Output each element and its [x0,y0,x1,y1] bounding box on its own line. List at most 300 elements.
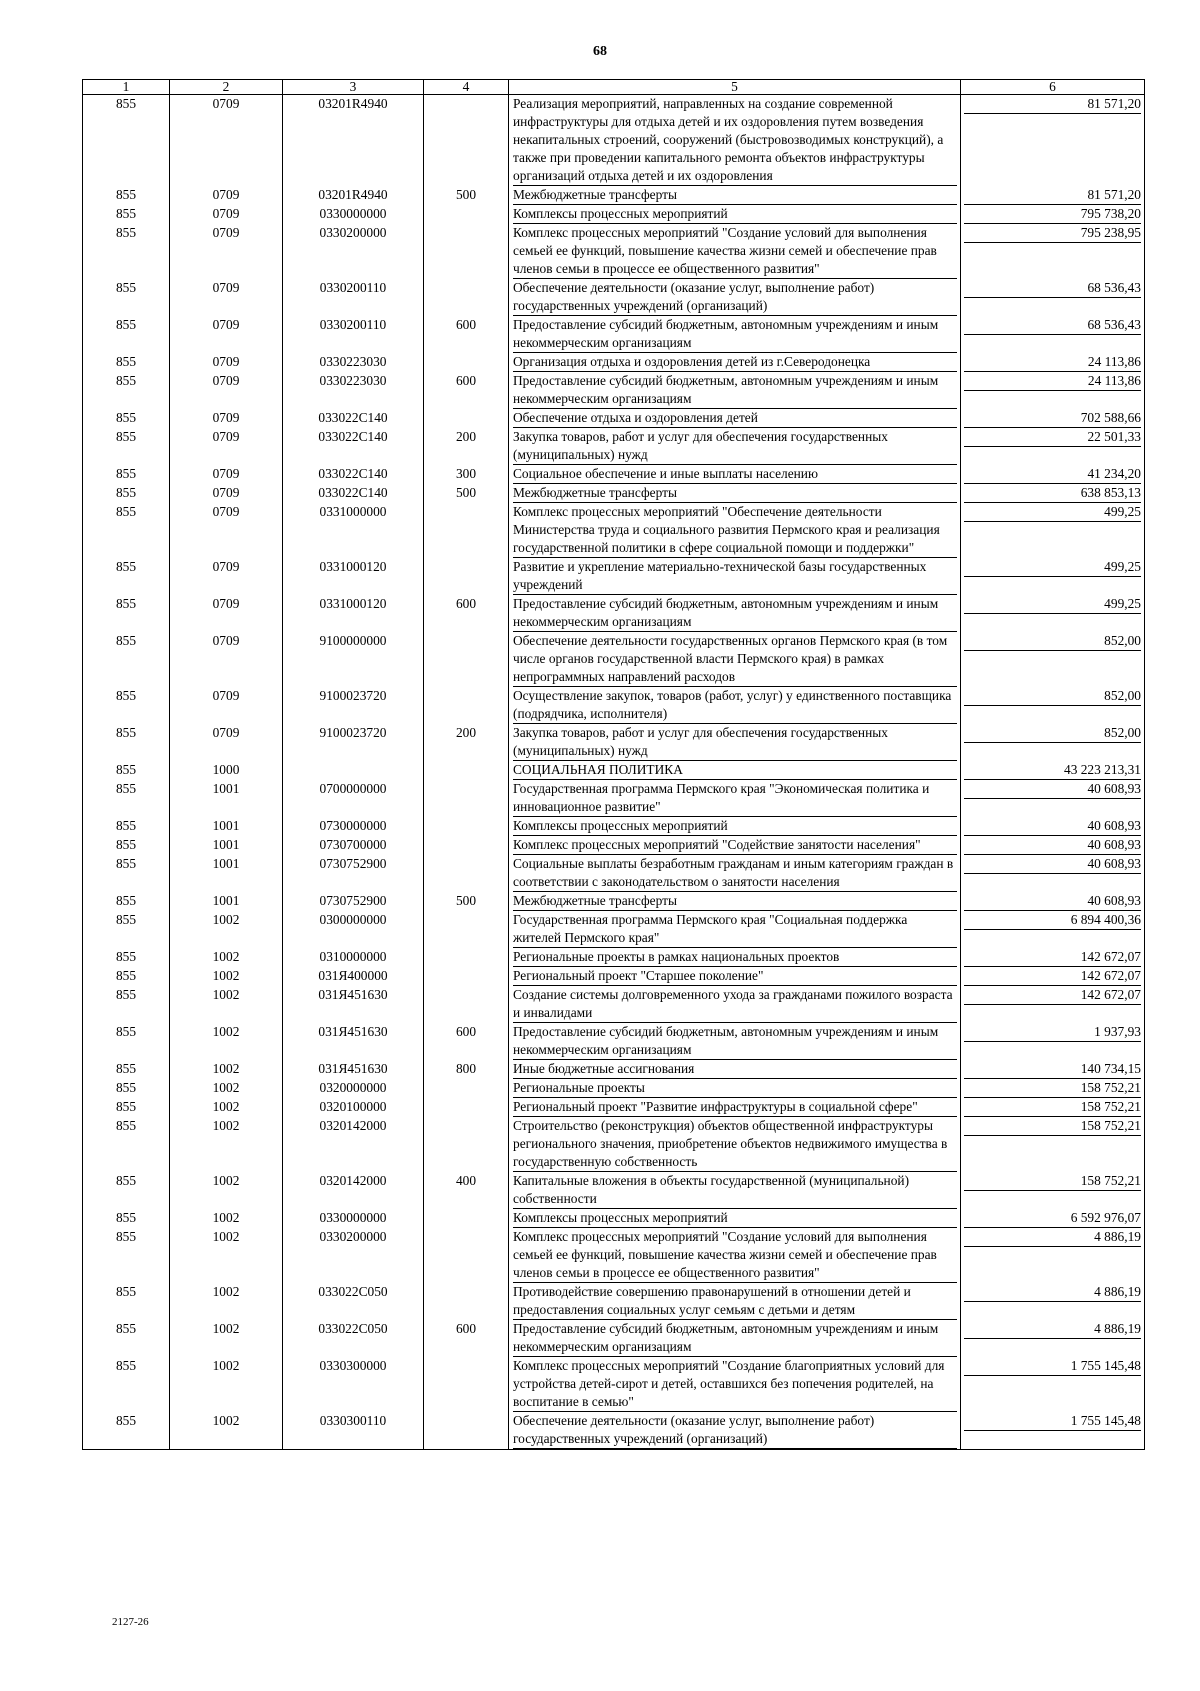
cell-amount-text: 158 752,21 [964,1172,1141,1191]
cell-section-code: 1002 [170,948,283,967]
cell-amount-text: 158 752,21 [964,1117,1141,1136]
cell-expense-type [424,1283,509,1320]
cell-description-text: Государственная программа Пермского края "Социальная поддержка жителей Пермского края" [513,911,957,948]
table-body [83,95,1145,1450]
cell-description [509,503,961,558]
cell-target-code: 0330200000 [283,224,424,279]
table-row [83,279,1145,316]
cell-expense-type [424,205,509,224]
table-row [83,1117,1145,1172]
cell-expense-type [424,409,509,428]
cell-amount-text: 22 501,33 [964,428,1141,447]
cell-ministry-code: 855 [83,724,170,761]
cell-amount [961,372,1145,409]
cell-amount [961,1228,1145,1283]
header-col-1: 1 [83,80,170,95]
table-row [83,1098,1145,1117]
table-row [83,761,1145,780]
cell-amount-text: 4 886,19 [964,1283,1141,1302]
header-col-4: 4 [424,80,509,95]
cell-section-code: 0709 [170,353,283,372]
table-row [83,503,1145,558]
table-row [83,372,1145,409]
cell-section-code: 0709 [170,724,283,761]
cell-section-code: 1002 [170,1060,283,1079]
cell-amount [961,186,1145,205]
cell-amount [961,836,1145,855]
table-row [83,1228,1145,1283]
cell-section-code: 0709 [170,186,283,205]
cell-amount [961,428,1145,465]
cell-amount [961,1357,1145,1412]
cell-ministry-code: 855 [83,503,170,558]
cell-amount-text: 852,00 [964,724,1141,743]
cell-expense-type: 600 [424,316,509,353]
cell-target-code: 9100000000 [283,632,424,687]
cell-section-code: 1002 [170,1357,283,1412]
cell-expense-type [424,1098,509,1117]
cell-section-code: 1002 [170,1098,283,1117]
table-row [83,724,1145,761]
cell-ministry-code: 855 [83,353,170,372]
cell-section-code: 1002 [170,1283,283,1320]
cell-target-code: 0330223030 [283,372,424,409]
cell-expense-type: 600 [424,595,509,632]
cell-target-code: 0330200110 [283,316,424,353]
cell-expense-type: 600 [424,372,509,409]
cell-expense-type [424,911,509,948]
cell-description [509,95,961,187]
cell-description-text: Социальное обеспечение и иные выплаты населению [513,465,957,484]
cell-ministry-code: 855 [83,1060,170,1079]
header-col-2: 2 [170,80,283,95]
cell-description [509,1060,961,1079]
cell-description [509,372,961,409]
cell-ministry-code: 855 [83,1357,170,1412]
cell-description [509,224,961,279]
cell-expense-type [424,95,509,187]
cell-description [509,353,961,372]
cell-description [509,1209,961,1228]
cell-section-code: 0709 [170,409,283,428]
cell-description-text: Предоставление субсидий бюджетным, автономным учреждениям и иным некоммерческим организациям [513,1320,957,1357]
header-col-3: 3 [283,80,424,95]
cell-description [509,484,961,503]
table-row [83,892,1145,911]
cell-target-code: 0330200000 [283,1228,424,1283]
cell-expense-type [424,1079,509,1098]
cell-section-code: 0709 [170,595,283,632]
cell-expense-type [424,632,509,687]
cell-section-code: 1002 [170,1228,283,1283]
cell-ministry-code: 855 [83,1172,170,1209]
cell-description-text: Региональный проект "Развитие инфраструктуры в социальной сфере" [513,1098,957,1117]
table-row [83,484,1145,503]
cell-description [509,911,961,948]
cell-ministry-code: 855 [83,780,170,817]
cell-description-text: Капитальные вложения в объекты государственной (муниципальной) собственности [513,1172,957,1209]
cell-description [509,595,961,632]
cell-description-text: Межбюджетные трансферты [513,186,957,205]
cell-target-code: 0700000000 [283,780,424,817]
cell-ministry-code: 855 [83,484,170,503]
table-row [83,836,1145,855]
cell-amount-text: 852,00 [964,687,1141,706]
cell-section-code: 1002 [170,1320,283,1357]
cell-target-code: 0330200110 [283,279,424,316]
cell-target-code: 033022С140 [283,484,424,503]
cell-section-code: 0709 [170,503,283,558]
cell-description [509,986,961,1023]
cell-expense-type: 200 [424,724,509,761]
table-row [83,687,1145,724]
cell-amount-text: 795 238,95 [964,224,1141,243]
cell-description-text: Государственная программа Пермского края "Экономическая политика и инновационное развитие" [513,780,957,817]
cell-amount [961,595,1145,632]
cell-description-text: Развитие и укрепление материально-технической базы государственных учреждений [513,558,957,595]
cell-target-code: 0330300110 [283,1412,424,1450]
cell-amount-text: 158 752,21 [964,1079,1141,1098]
cell-description-text: Предоставление субсидий бюджетным, автономным учреждениям и иным некоммерческим организациям [513,316,957,353]
cell-amount-text: 40 608,93 [964,836,1141,855]
cell-ministry-code: 855 [83,817,170,836]
cell-description-text: Межбюджетные трансферты [513,892,957,911]
cell-target-code: 0331000000 [283,503,424,558]
cell-target-code: 0730752900 [283,855,424,892]
cell-section-code: 0709 [170,687,283,724]
table-row [83,205,1145,224]
cell-description-text: Социальные выплаты безработным гражданам и иным категориям граждан в соответствии с законодательством о занятости населения [513,855,957,892]
table-row [83,1172,1145,1209]
cell-description [509,186,961,205]
cell-description-text: Иные бюджетные ассигнования [513,1060,957,1079]
cell-ministry-code: 855 [83,1098,170,1117]
cell-target-code: 031Я400000 [283,967,424,986]
table-row [83,948,1145,967]
cell-description-text: Предоставление субсидий бюджетным, автономным учреждениям и иным некоммерческим организациям [513,1023,957,1060]
cell-description [509,316,961,353]
cell-target-code: 0320142000 [283,1117,424,1172]
cell-amount-text: 43 223 213,31 [964,761,1141,780]
cell-expense-type: 500 [424,186,509,205]
cell-ministry-code: 855 [83,687,170,724]
cell-target-code: 033022С050 [283,1283,424,1320]
cell-target-code: 031Я451630 [283,1060,424,1079]
cell-amount-text: 68 536,43 [964,316,1141,335]
cell-amount [961,484,1145,503]
cell-amount-text: 142 672,07 [964,948,1141,967]
cell-description-text: Осуществление закупок, товаров (работ, услуг) у единственного поставщика (подрядчика, исполнителя) [513,687,957,724]
cell-section-code: 1002 [170,986,283,1023]
cell-ministry-code: 855 [83,409,170,428]
cell-amount [961,316,1145,353]
cell-amount [961,817,1145,836]
cell-description-text: Организация отдыха и оздоровления детей из г.Северодонецка [513,353,957,372]
cell-description [509,428,961,465]
cell-target-code: 033022С050 [283,1320,424,1357]
cell-amount-text: 638 853,13 [964,484,1141,503]
cell-amount [961,1060,1145,1079]
cell-section-code: 1002 [170,1079,283,1098]
cell-amount [961,205,1145,224]
cell-amount [961,558,1145,595]
cell-amount [961,986,1145,1023]
cell-section-code: 1001 [170,780,283,817]
cell-ministry-code: 855 [83,279,170,316]
cell-description [509,1357,961,1412]
cell-section-code: 0709 [170,224,283,279]
cell-target-code: 033022С140 [283,465,424,484]
cell-expense-type [424,558,509,595]
cell-description-text: Региональные проекты в рамках национальных проектов [513,948,957,967]
cell-target-code: 0330000000 [283,1209,424,1228]
cell-amount-text: 41 234,20 [964,465,1141,484]
cell-amount [961,1320,1145,1357]
cell-expense-type [424,761,509,780]
cell-expense-type [424,986,509,1023]
cell-amount-text: 1 755 145,48 [964,1357,1141,1376]
cell-expense-type: 500 [424,892,509,911]
cell-target-code: 0331000120 [283,595,424,632]
cell-amount [961,632,1145,687]
cell-section-code: 0709 [170,428,283,465]
cell-target-code: 0330223030 [283,353,424,372]
cell-description-text: Комплексы процессных мероприятий [513,205,957,224]
cell-amount-text: 40 608,93 [964,817,1141,836]
cell-section-code: 0709 [170,558,283,595]
cell-amount [961,1412,1145,1450]
cell-description-text: Закупка товаров, работ и услуг для обеспечения государственных (муниципальных) нужд [513,428,957,465]
cell-ministry-code: 855 [83,372,170,409]
cell-amount [961,724,1145,761]
cell-target-code: 0320100000 [283,1098,424,1117]
table-row [83,1283,1145,1320]
cell-target-code: 033022С140 [283,409,424,428]
cell-ministry-code: 855 [83,205,170,224]
cell-target-code: 0320000000 [283,1079,424,1098]
cell-description-text: Обеспечение деятельности (оказание услуг, выполнение работ) государственных учреждений (организаций) [513,279,957,316]
cell-description-text: Региональные проекты [513,1079,957,1098]
cell-ministry-code: 855 [83,186,170,205]
cell-expense-type [424,948,509,967]
cell-description [509,1172,961,1209]
cell-section-code: 1002 [170,911,283,948]
cell-expense-type [424,855,509,892]
cell-description [509,1117,961,1172]
budget-table [82,79,1145,1450]
cell-amount-text: 1 755 145,48 [964,1412,1141,1431]
table-row [83,817,1145,836]
cell-description [509,558,961,595]
cell-amount [961,465,1145,484]
cell-amount-text: 6 592 976,07 [964,1209,1141,1228]
cell-ministry-code: 855 [83,1412,170,1450]
cell-target-code: 0730700000 [283,836,424,855]
cell-amount-text: 1 937,93 [964,1023,1141,1042]
cell-expense-type: 600 [424,1320,509,1357]
cell-target-code: 03201R4940 [283,95,424,187]
cell-section-code: 1000 [170,761,283,780]
table-row [83,967,1145,986]
cell-amount [961,1098,1145,1117]
cell-ministry-code: 855 [83,892,170,911]
cell-target-code: 0320142000 [283,1172,424,1209]
table-row [83,1060,1145,1079]
cell-description [509,1283,961,1320]
cell-expense-type [424,967,509,986]
cell-target-code: 0331000120 [283,558,424,595]
table-row [83,409,1145,428]
cell-target-code: 0730000000 [283,817,424,836]
cell-amount [961,1079,1145,1098]
cell-amount-text: 24 113,86 [964,372,1141,391]
cell-ministry-code: 855 [83,1117,170,1172]
cell-description-text: Строительство (реконструкция) объектов общественной инфраструктуры регионального значения, приобретение объектов недвижимого имущества в государственную собственность [513,1117,957,1172]
cell-description [509,1098,961,1117]
cell-expense-type [424,1117,509,1172]
cell-amount-text: 795 738,20 [964,205,1141,224]
table-row [83,1079,1145,1098]
cell-description [509,1412,961,1450]
cell-target-code [283,761,424,780]
cell-expense-type: 600 [424,1023,509,1060]
cell-target-code: 033022С140 [283,428,424,465]
cell-target-code: 0730752900 [283,892,424,911]
cell-description-text: Комплекс процессных мероприятий "Создание условий для выполнения семьей ее функций, повышение качества жизни семей и обеспечение прав членов семьи в процессе ее общественного развития" [513,1228,957,1283]
cell-amount-text: 499,25 [964,595,1141,614]
header-col-6: 6 [961,80,1145,95]
cell-expense-type [424,1228,509,1283]
cell-expense-type: 500 [424,484,509,503]
table-row [83,1357,1145,1412]
cell-amount-text: 4 886,19 [964,1228,1141,1247]
cell-amount-text: 24 113,86 [964,353,1141,372]
cell-description [509,780,961,817]
cell-description-text: Обеспечение отдыха и оздоровления детей [513,409,957,428]
cell-ministry-code: 855 [83,224,170,279]
cell-amount [961,279,1145,316]
table-row [83,224,1145,279]
cell-amount-text: 142 672,07 [964,986,1141,1005]
cell-target-code: 031Я451630 [283,1023,424,1060]
cell-expense-type [424,780,509,817]
cell-expense-type [424,353,509,372]
page-number: 68 [593,44,607,59]
cell-description [509,836,961,855]
cell-ministry-code: 855 [83,836,170,855]
cell-description-text: СОЦИАЛЬНАЯ ПОЛИТИКА [513,761,957,780]
cell-section-code: 1002 [170,1209,283,1228]
cell-expense-type [424,1209,509,1228]
cell-description-text: Комплексы процессных мероприятий [513,817,957,836]
cell-expense-type [424,503,509,558]
cell-section-code: 0709 [170,465,283,484]
cell-amount [961,892,1145,911]
cell-target-code: 0330300000 [283,1357,424,1412]
cell-ministry-code: 855 [83,595,170,632]
cell-expense-type: 300 [424,465,509,484]
cell-description-text: Комплекс процессных мероприятий "Содействие занятости населения" [513,836,957,855]
cell-ministry-code: 855 [83,1079,170,1098]
cell-expense-type [424,836,509,855]
cell-description [509,761,961,780]
cell-amount-text: 158 752,21 [964,1098,1141,1117]
cell-description-text: Региональный проект "Старшее поколение" [513,967,957,986]
cell-expense-type: 800 [424,1060,509,1079]
cell-description [509,687,961,724]
table-row [83,1023,1145,1060]
cell-expense-type [424,817,509,836]
cell-description [509,1079,961,1098]
cell-amount-text: 499,25 [964,503,1141,522]
cell-section-code: 1001 [170,817,283,836]
cell-ministry-code: 855 [83,948,170,967]
header-col-5: 5 [509,80,961,95]
cell-section-code: 1002 [170,1172,283,1209]
cell-target-code: 0330000000 [283,205,424,224]
cell-description-text: Обеспечение деятельности (оказание услуг, выполнение работ) государственных учреждений (организаций) [513,1412,957,1449]
cell-amount-text: 40 608,93 [964,780,1141,799]
cell-amount [961,1023,1145,1060]
cell-description-text: Обеспечение деятельности государственных органов Пермского края (в том числе органов государственной власти Пермского края) в рамках непрограммных направлений расходов [513,632,957,687]
cell-description [509,279,961,316]
cell-section-code: 0709 [170,372,283,409]
cell-description [509,855,961,892]
cell-ministry-code: 855 [83,761,170,780]
cell-section-code: 1001 [170,892,283,911]
cell-description-text: Комплексы процессных мероприятий [513,1209,957,1228]
cell-amount [961,224,1145,279]
cell-amount [961,1172,1145,1209]
cell-amount [961,761,1145,780]
cell-amount-text: 4 886,19 [964,1320,1141,1339]
cell-section-code: 1002 [170,1412,283,1450]
cell-description [509,409,961,428]
cell-description-text: Противодействие совершению правонарушений в отношении детей и предоставления социальных услуг семьям с детьми и детям [513,1283,957,1320]
header-row [83,80,1145,95]
cell-target-code: 0300000000 [283,911,424,948]
cell-amount-text: 68 536,43 [964,279,1141,298]
cell-section-code: 1002 [170,1023,283,1060]
cell-description [509,465,961,484]
cell-description-text: Межбюджетные трансферты [513,484,957,503]
cell-description [509,1023,961,1060]
cell-section-code: 1002 [170,967,283,986]
cell-target-code: 0310000000 [283,948,424,967]
footer-code: 2127-26 [112,1616,149,1628]
cell-description-text: Создание системы долговременного ухода за гражданами пожилого возраста и инвалидами [513,986,957,1023]
table-row [83,558,1145,595]
cell-description-text: Комплекс процессных мероприятий "Создание условий для выполнения семьей ее функций, повышение качества жизни семей и обеспечение прав членов семьи в процессе ее общественного развития" [513,224,957,279]
cell-section-code: 0709 [170,484,283,503]
cell-ministry-code: 855 [83,911,170,948]
cell-amount [961,409,1145,428]
cell-description [509,632,961,687]
cell-amount-text: 81 571,20 [964,186,1141,205]
cell-target-code: 9100023720 [283,724,424,761]
cell-amount-text: 40 608,93 [964,855,1141,874]
cell-description [509,948,961,967]
table-row [83,316,1145,353]
cell-ministry-code: 855 [83,986,170,1023]
cell-description-text: Реализация мероприятий, направленных на создание современной инфраструктуры для отдыха детей и их оздоровления путем возведения некапитальных строений, сооружений (быстровозводимых конструкций), а также при проведении капитального ремонта объектов инфраструктуры организаций отдыха детей и их оздоровления [513,95,957,186]
cell-amount-text: 81 571,20 [964,95,1141,114]
cell-amount [961,780,1145,817]
cell-ministry-code: 855 [83,1283,170,1320]
cell-amount [961,687,1145,724]
cell-ministry-code: 855 [83,967,170,986]
cell-amount [961,1209,1145,1228]
